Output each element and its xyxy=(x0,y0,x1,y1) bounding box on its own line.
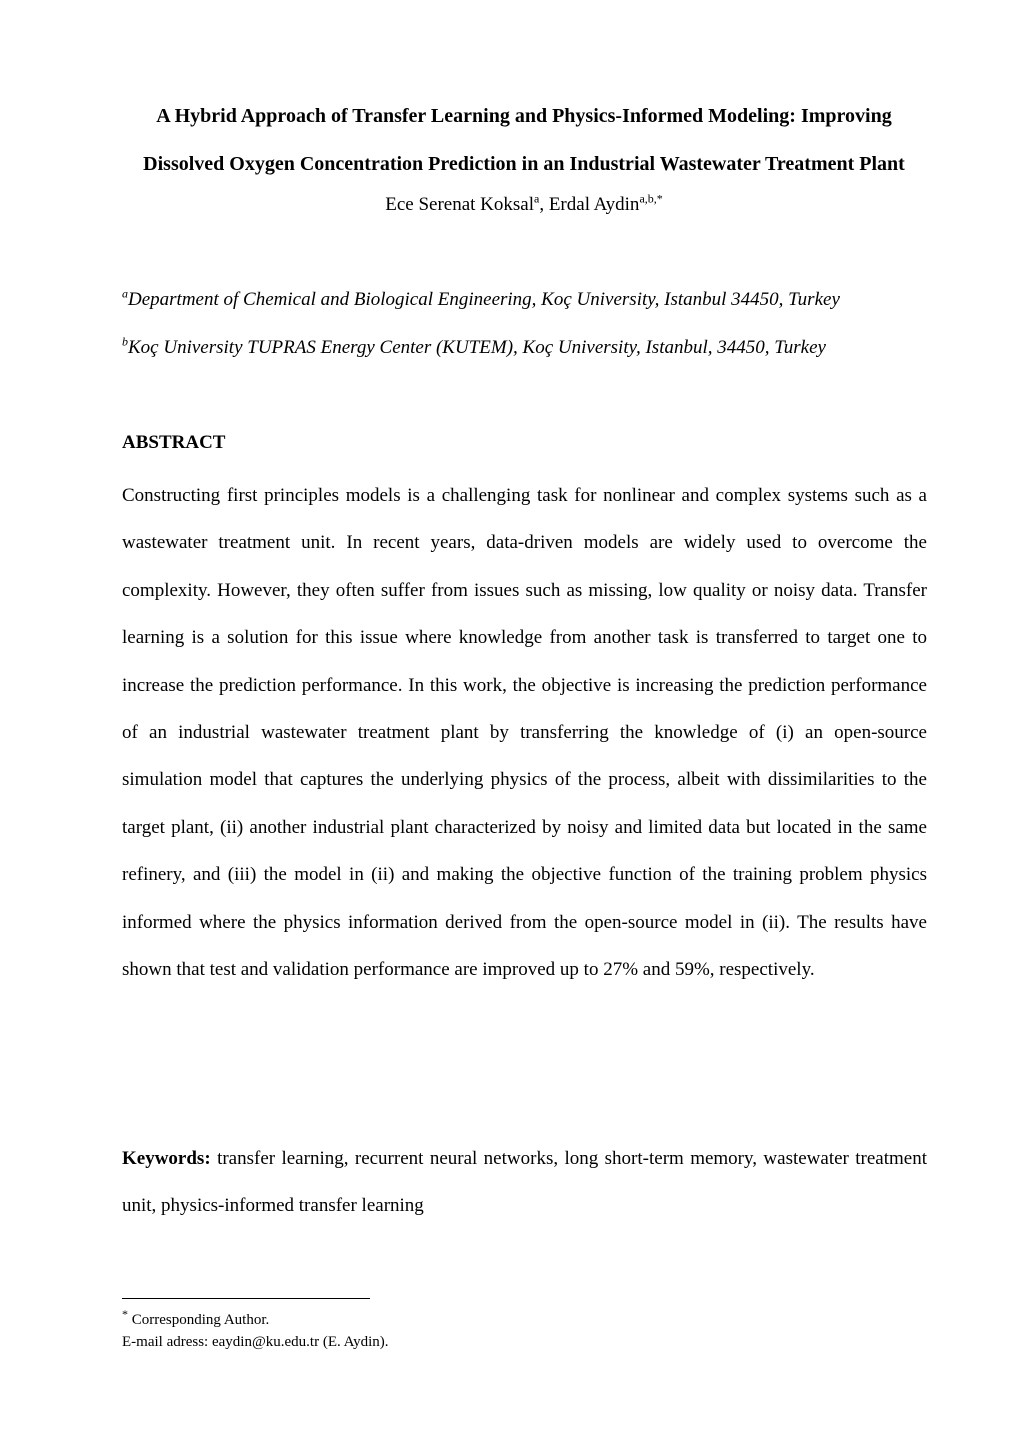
footnote-corresponding-text: Corresponding Author. xyxy=(131,1312,270,1328)
author-aydin-affil-marker: a,b,* xyxy=(639,191,663,206)
footnote-email: E-mail adress: eaydin@ku.edu.tr (E. Aydin). xyxy=(122,1334,389,1350)
author-list xyxy=(100,190,948,220)
paper-title xyxy=(100,92,948,188)
affiliation-b xyxy=(122,333,942,363)
affiliation-a xyxy=(122,285,942,315)
keywords-label: Keywords: xyxy=(122,1148,211,1169)
author-aydin: Erdal Aydin xyxy=(548,194,640,215)
affiliation-a-text: Department of Chemical and Biological Engineering, Koç University, Istanbul 34450, Turkey xyxy=(128,289,840,310)
author-koksal: Ece Serenat Koksal xyxy=(385,194,534,215)
affiliation-a-marker: a xyxy=(122,286,128,301)
affiliation-b-marker: b xyxy=(122,334,128,349)
footnote-marker: * xyxy=(122,1307,128,1321)
footnote-corresponding xyxy=(122,1307,270,1330)
footnote-divider xyxy=(122,1298,370,1299)
author-koksal-affil-marker: a xyxy=(534,191,540,206)
title-line-2: Dissolved Oxygen Concentration Prediction in an Industrial Wastewater Treatment Plant xyxy=(143,153,905,175)
title-line-1: A Hybrid Approach of Transfer Learning and Physics-Informed Modeling: Improving xyxy=(156,105,892,127)
author-separator: , xyxy=(539,194,549,215)
abstract-heading: ABSTRACT xyxy=(122,432,226,453)
keywords-text: transfer learning, recurrent neural networks, long short-term memory, wastewater treatment unit, physics-informed transfer learning xyxy=(122,1148,928,1217)
keywords-section xyxy=(122,1135,927,1230)
abstract-text: Constructing first principles models is a challenging task for nonlinear and complex systems such as a wastewater treatment unit. In recent years, data-driven models are widely used to overcome the complexity. However, they often suffer from issues such as missing, low quality or noisy data. Transfer learning is a solution for this issue where knowledge from another task is transferred to target one to increase the prediction performance. In this work, the objective is increasing the prediction performance of an industrial wastewater treatment plant by transferring the knowledge of (i) an open-source simulation model that captures the underlying physics of the process, albeit with dissimilarities to the target plant, (ii) another industrial plant characterized by noisy and limited data but located in the same refinery, and (iii) the model in (ii) and making the objective function of the training problem physics informed where the physics information derived from the open-source model in (ii). The results have shown that test and validation performance are improved up to 27% and 59%, respectively. xyxy=(122,485,927,981)
affiliation-b-text: Koç University TUPRAS Energy Center (KUTEM), Koç University, Istanbul, 34450, Turkey xyxy=(128,337,826,358)
